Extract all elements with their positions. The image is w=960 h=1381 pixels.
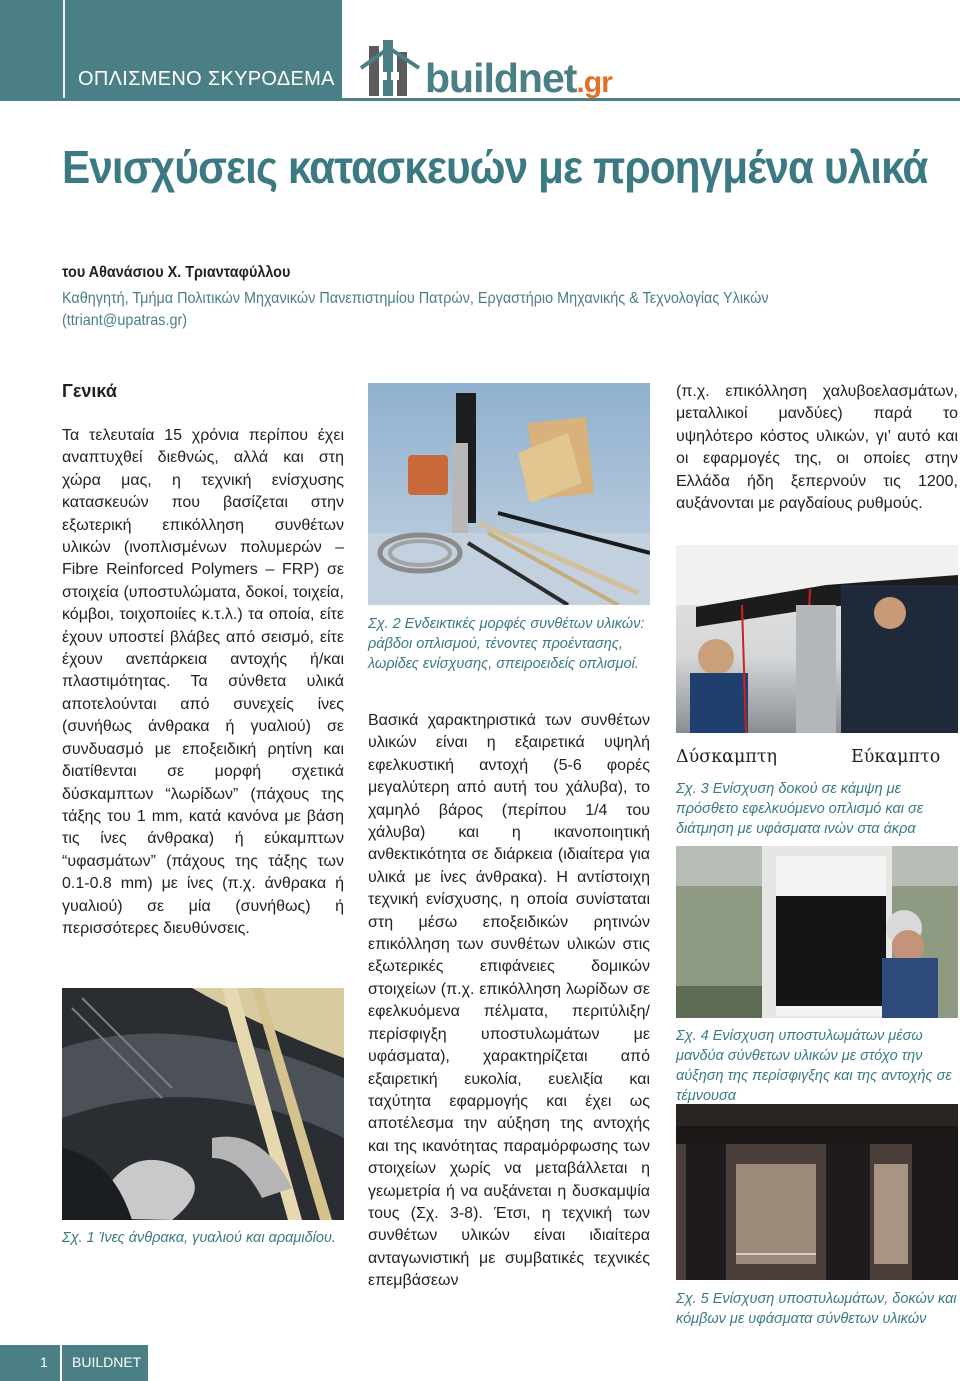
header-divider: [63, 0, 65, 98]
body-column-2: Βασικά χαρακτηριστικά των συνθέτων υλικών είναι η εξαιρετικά υψηλή εφελκυστική αντοχή (5-6 φορές μεγαλύτερη από αυτή του χάλυβα), το χαμηλό βάρος (περίπου 1/4 του χάλυβα) και η ικανοποιητική ανθεκτικότητα σε διάρκεια (ιδιαίτερα για υλικά με ίνες άνθρακα). Η αντίστοιχη τεχνική ενίσχυσης, η οποία συνίσταται στη μέσω εποξειδικών ρητινών επικόλληση των συνθέτων υλικών στις εξωτερικές επιφάνειες δομικών στοιχείων (π.χ. επικόλληση λωρίδων σε εφελκυόμενα πέλματα, περιτύλιξη/περίσφιγξη υποστυλωμάτων με υφάσματα), χαρακτηρίζεται από εξαιρετική ευκολία, ευελιξία και ταχύτητα εφαρμογής και έχει ως αποτέλεσμα την αύξηση της αντοχής και της ικανότητας παραμόρφωσης των στοιχείων χωρίς να μεταβάλλεται η γεωμετρία ή να αυξάνεται η δυσκαμψία τους (Σχ. 3-8). Έτσι, η τεχνική των συνθέτων υλικών είναι ιδιαίτερα ανταγωνιστική με συμβατικές τεχνικές επεμβάσεων: [368, 712, 650, 1290]
footer-divider: [60, 1345, 62, 1381]
composite-materials-illustration: [368, 383, 650, 605]
figure-3-beam-photo: [676, 545, 958, 733]
body-column-3: (π.χ. επικόλληση χαλυβοελασμάτων, μεταλλικοί μανδύες) παρά το υψηλότερο κόστος υλικών, γι’ αυτό και οι εφαρμογές της, οι οποίες στην Ελλάδα ήδη ξεπερνούν τις 1200, αυξάνονται με ραγδαίους ρυθμούς.: [676, 383, 958, 513]
page-footer: [0, 1345, 148, 1381]
logo-main-text: buildnet: [425, 55, 577, 101]
figure-2-materials-photo: [368, 383, 650, 605]
figure-1-caption: Σχ. 1 Ίνες άνθρακα, γυαλιού και αραμιδίου.: [62, 1230, 336, 1246]
figure-4-column-photo: [676, 846, 958, 1018]
figure-1-fibres-photo: [62, 988, 344, 1220]
figure-4-caption: Σχ. 4 Ενίσχυση υποστυλωμάτων μέσω μανδύα σύνθετων υλικών με στόχο την αύξηση της περίσφιγξης και της αντοχής σε τέμνουσα: [676, 1028, 952, 1104]
figure-5-caption: Σχ. 5 Ενίσχυση υποστυλωμάτων, δοκών και κόμβων με υφάσματα σύνθετων υλικών: [676, 1291, 957, 1327]
figure-2-caption: Σχ. 2 Ενδεικτικές μορφές συνθέτων υλικών: ράβδοι οπλισμού, τένοντες προέντασης, λωρίδες ενίσχυσης, σπειροειδείς οπλισμοί.: [368, 616, 645, 672]
buildnet-logo[interactable]: [355, 38, 645, 104]
section-label: ΟΠΛΙΣΜΕΝΟ ΣΚΥΡΟΔΕΜΑ: [78, 68, 335, 90]
logo-suffix: .gr: [576, 66, 612, 99]
publication-name: BUILDNET: [72, 1354, 142, 1370]
figure-3-caption: Σχ. 3 Ενίσχυση δοκού σε κάμψη με πρόσθετο εφελκυόμενο οπλισμό και σε διάτμηση με υφάσματα ινών στα άκρα: [676, 781, 924, 837]
body-column-1: Τα τελευταία 15 χρόνια περίπου έχει αναπτυχθεί διεθνώς, αλλά και στη χώρα μας, η τεχνική ενίσχυσης κατασκευών που βασίζεται στην εξωτερική επικόλληση συνθέτων υλικών (ινοπλισμένων πολυμερών – Fibre Reinforced Polymers – FRP) σε στοιχεία (υποστυλώματα, δοκοί, τοιχεία, κόμβοι, τοιχοποιίες κ.τ.λ.) τα οποία, είτε έχουν υποστεί βλάβες από σεισμό, είτε έχουν ανεπάρκεια αντοχής ή/και πλαστιμότητας. Τα σύνθετα υλικά αποτελούνται από συνεχείς ίνες (συνήθως άνθρακα ή γυαλιού) σε συνδυασμό με εποξειδική ρητίνη και διατίθενται σε μορφή σχετικά δύσκαμπτων “λωρίδων” (πάχους της τάξης του 1 mm, κατά κανόνα με βάση τις ίνες άνθρακα) ή εύκαμπτων “υφασμάτων” (πάχους της τάξης των 0.1-0.8 mm) με ίνες (π.χ. άνθρακα ή γυαλιού) σε μία (συνήθως) ή περισσότερες διευθύνσεις.: [62, 427, 344, 937]
frame-strengthening-illustration: [676, 1104, 958, 1280]
figure-5-frame-photo: [676, 1104, 958, 1280]
header-section-tab: [0, 0, 342, 98]
fibres-illustration: [62, 988, 344, 1220]
house-icon: [355, 38, 425, 100]
page-number: 1: [40, 1354, 48, 1370]
logo-wordmark: [425, 55, 612, 101]
article-byline: του Αθανάσιου Χ. Τριανταφύλλου: [62, 264, 291, 281]
article-title: Ενισχύσεις κατασκευών με προηγμένα υλικά: [62, 141, 928, 193]
beam-strengthening-illustration: [676, 545, 958, 733]
figure-3-label-stiff: Δύσκαμπτη: [676, 747, 778, 767]
section-heading: Γενικά: [62, 381, 117, 401]
figure-3-label-flexible: Εύκαμπτο: [851, 747, 941, 767]
column-jacketing-illustration: [676, 846, 958, 1018]
author-affiliation: Καθηγητή, Τμήμα Πολιτικών Μηχανικών Πανεπιστημίου Πατρών, Εργαστήριο Μηχανικής & Τεχνολογίας Υλικών (ttriant@upatras.gr): [62, 290, 769, 329]
